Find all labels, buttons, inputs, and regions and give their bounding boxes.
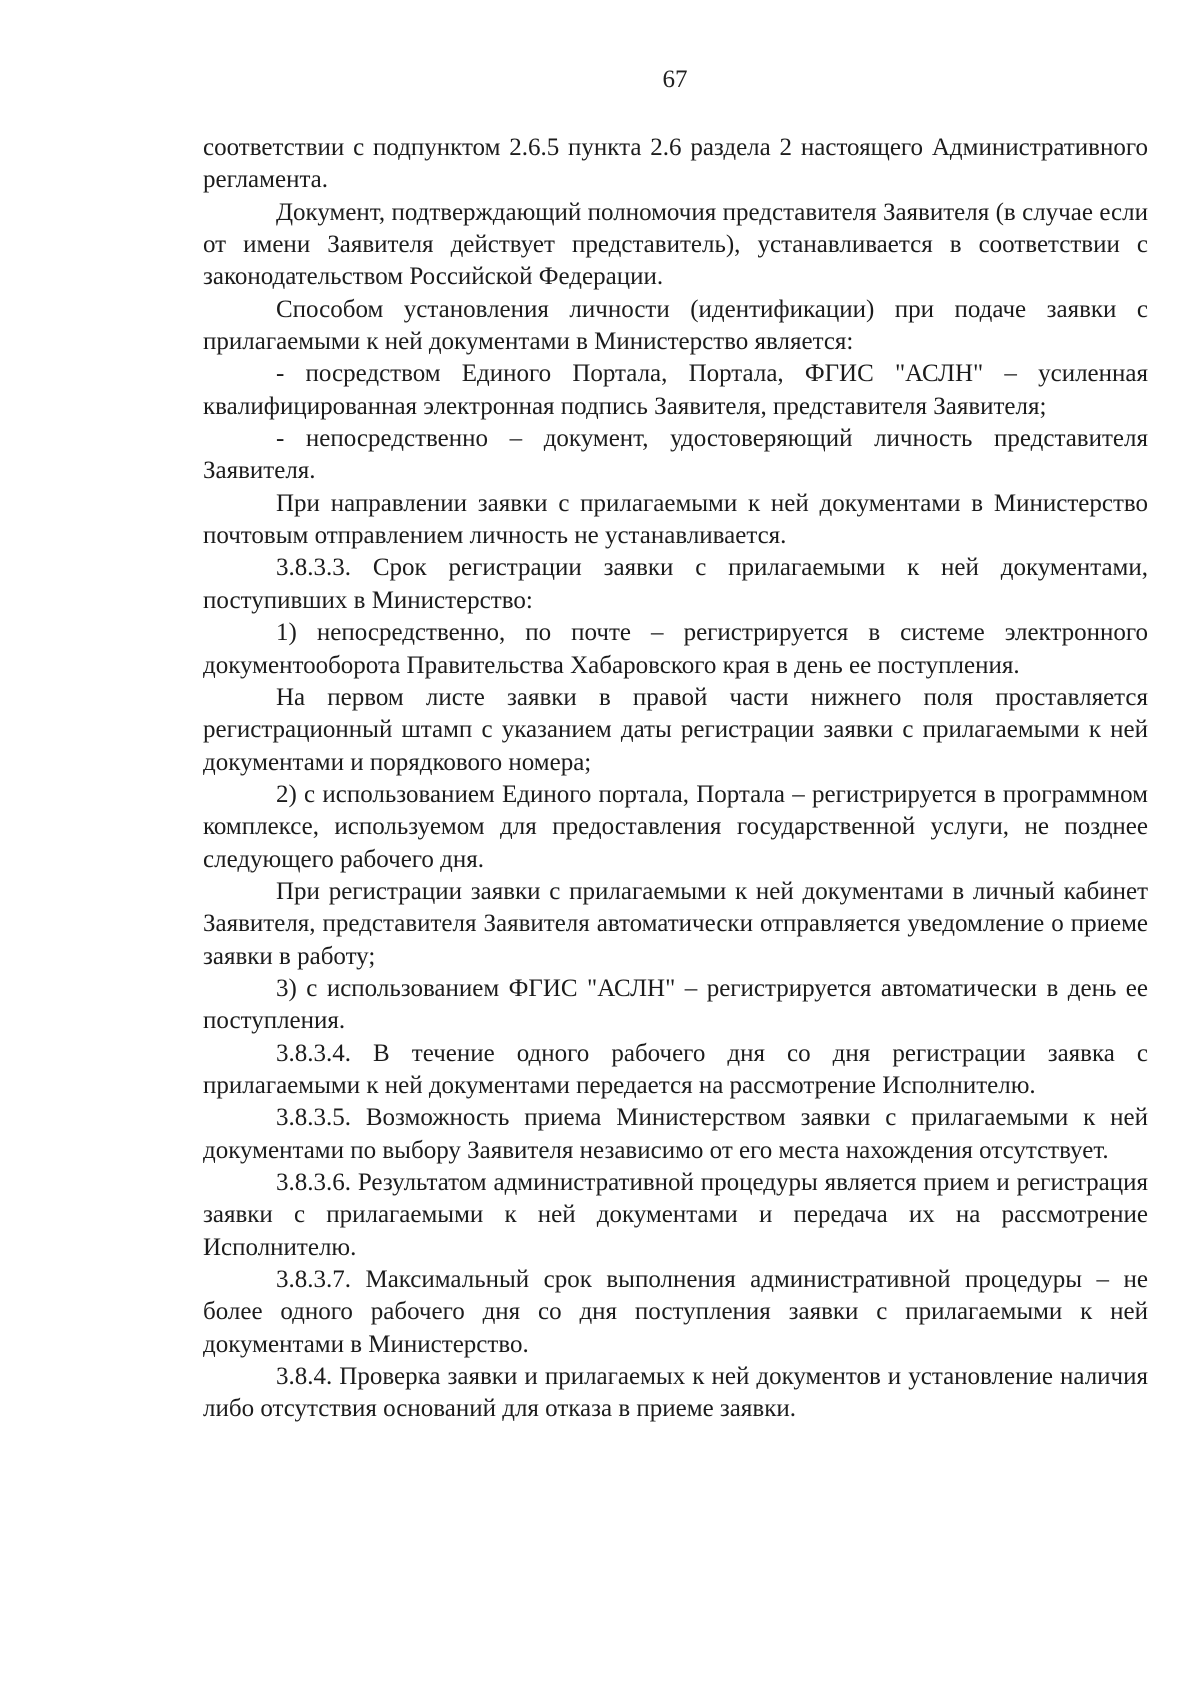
paragraph: 3) с использованием ФГИС "АСЛН" – регистрируется автоматически в день ее поступления. <box>203 974 1148 1035</box>
paragraph: 3.8.4. Проверка заявки и прилагаемых к ней документов и установление наличия либо отсутствия оснований для отказа в приеме заявки. <box>203 1363 1148 1423</box>
paragraph: 1) непосредственно, по почте – регистрируется в системе электронного документооборота Правительства Хабаровского края в день ее поступления. <box>203 619 1148 679</box>
paragraph: соответствии с подпунктом 2.6.5 пункта 2.6 раздела 2 настоящего Административного регламента. <box>203 134 1148 194</box>
paragraph: 3.8.3.7. Максимальный срок выполнения административной процедуры – не более одного рабочего дня со дня поступления заявки с прилагаемыми к ней документами в Министерство. <box>203 1266 1148 1358</box>
paragraph: На первом листе заявки в правой части нижнего поля проставляется регистрационный штамп с указанием даты регистрации заявки с прилагаемыми к ней документами и порядкового номера; <box>203 683 1148 776</box>
paragraph: Документ, подтверждающий полномочия представителя Заявителя (в случае если от имени Заявителя действует представитель), устанавливается в соответствии с законодательством Российской Федерации. <box>203 198 1148 291</box>
paragraph: При регистрации заявки с прилагаемыми к ней документами в личный кабинет Заявителя, представителя Заявителя автоматически отправляется уведомление о приеме заявки в работу; <box>203 877 1148 970</box>
paragraph: При направлении заявки с прилагаемыми к ней документами в Министерство почтовым отправлением личность не устанавливается. <box>203 489 1148 550</box>
paragraph: 3.8.3.4. В течение одного рабочего дня со дня регистрации заявка с прилагаемыми к ней документами передается на рассмотрение Исполнителю. <box>203 1039 1148 1099</box>
paragraph: 3.8.3.5. Возможность приема Министерством заявки с прилагаемыми к ней документами по выбору Заявителя независимо от его места нахождения отсутствует. <box>203 1104 1148 1164</box>
paragraph: - посредством Единого Портала, Портала, ФГИС "АСЛН" – усиленная квалифицированная электронная подпись Заявителя, представителя Заявителя; <box>203 360 1148 420</box>
paragraph: 3.8.3.3. Срок регистрации заявки с прилагаемыми к ней документами, поступивших в Министерство: <box>203 554 1148 614</box>
paragraph: - непосредственно – документ, удостоверяющий личность представителя Заявителя. <box>203 425 1148 485</box>
paragraph: 2) с использованием Единого портала, Портала – регистрируется в программном комплексе, используемом для предоставления государственной услуги, не позднее следующего рабочего дня. <box>203 780 1148 873</box>
document-body <box>203 132 1148 1426</box>
paragraph: Способом установления личности (идентификации) при подаче заявки с прилагаемыми к ней документами в Министерство является: <box>203 295 1148 356</box>
paragraph: 3.8.3.6. Результатом административной процедуры является прием и регистрация заявки с прилагаемыми к ней документами и передача их на рассмотрение Исполнителю. <box>203 1169 1148 1261</box>
page-number: 67 <box>662 66 688 93</box>
